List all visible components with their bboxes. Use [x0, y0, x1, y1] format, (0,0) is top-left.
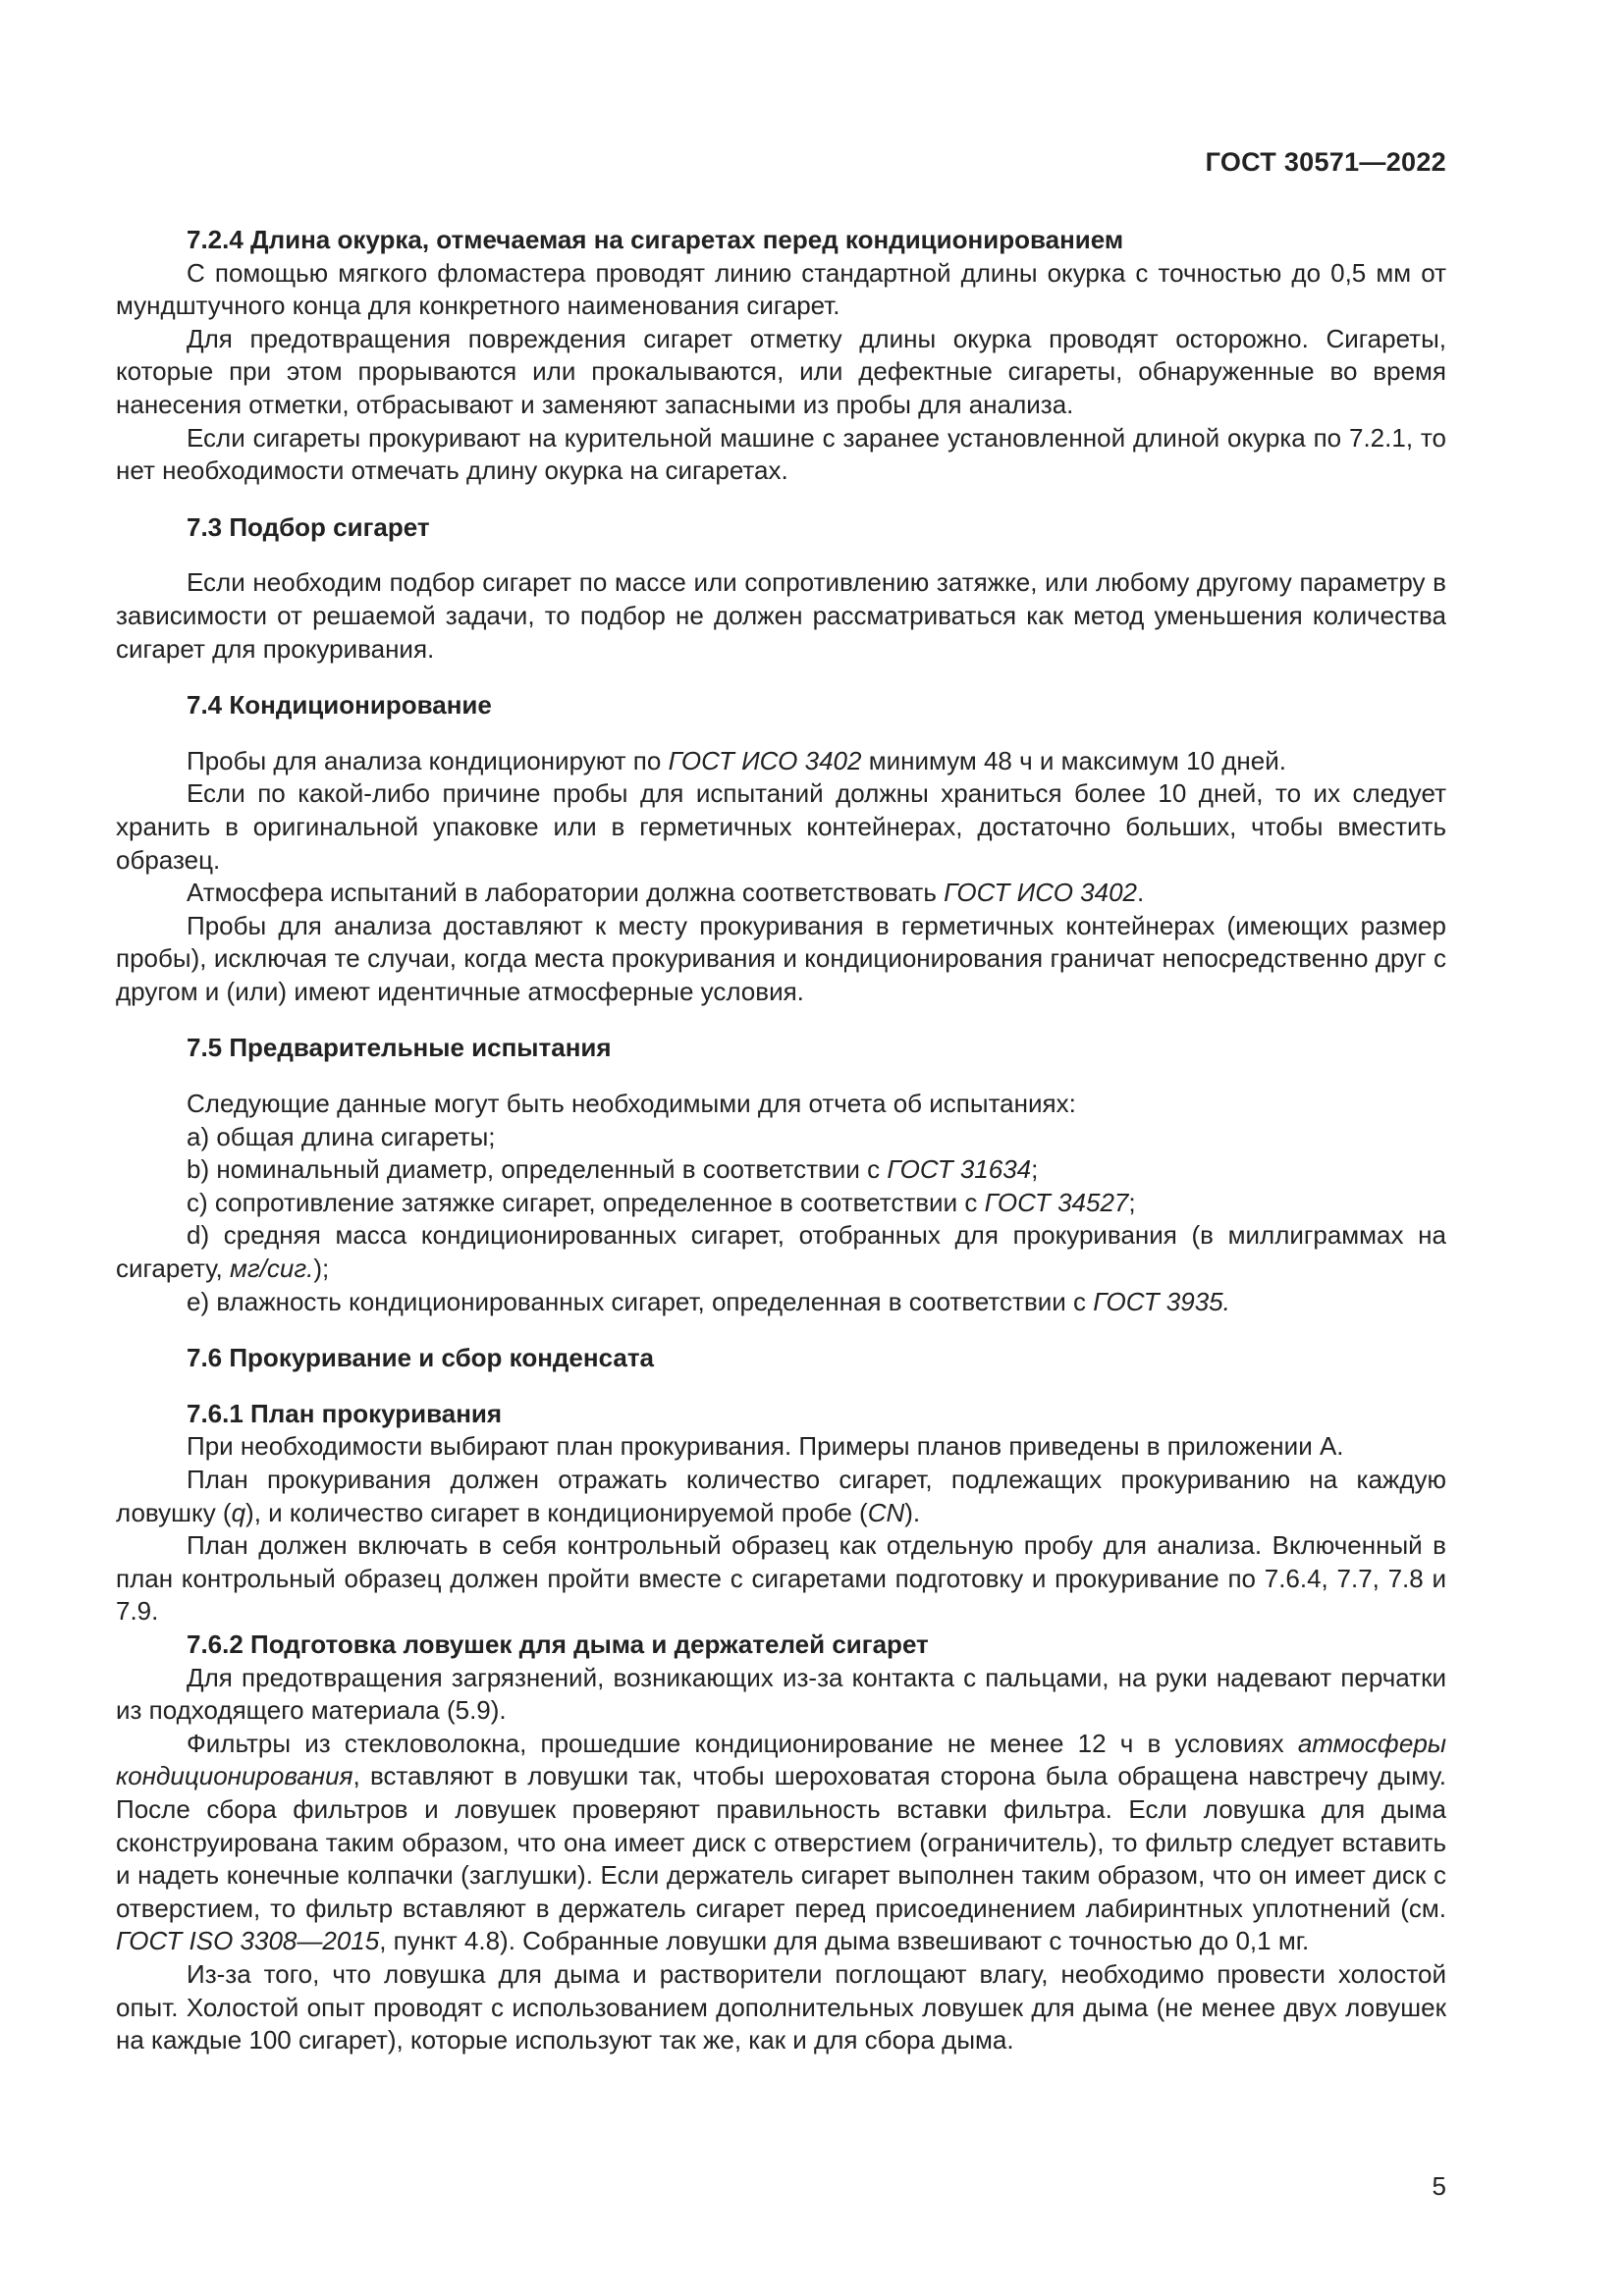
standard-reference: ГОСТ 34527 [984, 1187, 1129, 1217]
section-7-6-2-paragraph-3: Из-за того, что ловушка для дыма и растворители поглощают влагу, необходимо провести холостой опыт. Холостой опыт проводят с использованием дополнительных ловушек для дыма (не менее двух ловушек на каждые 100 сигарет), которые используют так же, как и для сбора дыма. [116, 1958, 1446, 2056]
list-item-c: c) сопротивление затяжке сигарет, определенное в соответствии с ГОСТ 34527; [187, 1187, 1136, 1217]
page-number: 5 [1432, 2171, 1446, 2201]
section-7-5-title: 7.5 Предварительные испытания [187, 1033, 612, 1063]
section-7-6-2-title: 7.6.2 Подготовка ловушек для дыма и держателей сигарет [187, 1629, 929, 1659]
section-7-4-paragraph-3: Атмосфера испытаний в лаборатории должна соответствовать ГОСТ ИСО 3402. [187, 878, 1145, 908]
section-7-2-4-paragraph-2: Для предотвращения повреждения сигарет отметку длины окурка проводят осторожно. Сигареты, которые при этом прорываются или прокалываются, или дефектные сигареты, обнаруженные во время нанесения отметки, отбрасывают и заменяют запасными из пробы для анализа. [116, 323, 1446, 419]
section-7-3-title: 7.3 Подбор сигарет [187, 511, 430, 542]
section-7-6-1-paragraph-1: При необходимости выбирают план прокуривания. Примеры планов приведены в приложении А. [187, 1431, 1344, 1462]
emphasis-term: атмосферы кондиционирования [116, 1728, 1446, 1791]
section-7-6-2-paragraph-1: Для предотвращения загрязнений, возникающих из-за контакта с пальцами, на руки надевают перчатки из подходящего материала (5.9). [116, 1662, 1446, 1726]
section-7-5-intro: Следующие данные могут быть необходимыми для отчета об испытаниях: [187, 1089, 1076, 1119]
unit-label: мг/сиг. [230, 1254, 314, 1284]
section-7-4-paragraph-4: Пробы для анализа доставляют к месту прокуривания в герметичных контейнерах (имеющих размер пробы), исключая те случаи, когда места прокуривания и кондиционирования граничат непосредственно друг с другом и (или) имеют идентичные атмосферные условия. [116, 910, 1446, 1006]
section-7-4-paragraph-1: Пробы для анализа кондиционируют по ГОСТ ИСО 3402 минимум 48 ч и максимум 10 дней. [187, 745, 1286, 775]
list-item-b: b) номинальный диаметр, определенный в соответствии с ГОСТ 31634; [187, 1154, 1039, 1185]
section-7-2-4-paragraph-1: С помощью мягкого фломастера проводят линию стандартной длины окурка с точностью до 0,5 мм от мундштучного конца для конкретного наименования сигарет. [116, 257, 1446, 321]
section-7-4-title: 7.4 Кондиционирование [187, 690, 492, 721]
standard-reference: ГОСТ ИСО 3402 [668, 745, 862, 775]
list-item-d: d) средняя масса кондиционированных сигарет, отобранных для прокуривания (в миллиграммах на сигарету, мг/сиг.); [116, 1220, 1446, 1284]
section-7-6-1-paragraph-2: План прокуривания должен отражать количество сигарет, подлежащих прокуриванию на каждую ловушку (q), и количество сигарет в кондиционируемой пробе (CN). [116, 1465, 1446, 1527]
section-7-2-4-paragraph-3: Если сигареты прокуривают на курительной машине с заранее установленной длиной окурка по 7.2.1, то нет необходимости отмечать длину окурка на сигаретах. [116, 422, 1446, 486]
section-7-2-4-title: 7.2.4 Длина окурка, отмечаемая на сигаретах перед кондиционированием [187, 225, 1124, 254]
section-7-6-1-paragraph-3: План должен включать в себя контрольный образец как отдельную пробу для анализа. Включенный в план контрольный образец должен пройти вместе с сигаретами подготовку и прокуривание по 7.6.4, 7.7, 7.8 и 7.9. [116, 1530, 1446, 1627]
document-code-header: ГОСТ 30571—2022 [1205, 147, 1446, 177]
symbol-cn: CN [867, 1497, 905, 1527]
list-item-a: а) общая длина сигареты; [187, 1121, 496, 1151]
standard-reference: ГОСТ ИСО 3402 [944, 878, 1138, 908]
standard-reference: ГОСТ ISO 3308—2015 [116, 1926, 380, 1956]
symbol-q: q [231, 1497, 246, 1527]
document-body [116, 224, 1446, 2057]
standard-reference: ГОСТ 31634 [887, 1154, 1032, 1185]
list-item-e: e) влажность кондиционированных сигарет, определенная в соответствии с ГОСТ 3935. [187, 1286, 1230, 1316]
section-7-6-1-title: 7.6.1 План прокуривания [187, 1398, 503, 1428]
section-7-6-2-paragraph-2: Фильтры из стекловолокна, прошедшие кондиционирование не менее 12 ч в условиях атмосферы кондиционирования, вставляют в ловушки так, чтобы шероховатая сторона была обращена навстречу дыму. После сбора фильтров и ловушек проверяют правильность вставки фильтра. Если ловушка для дыма сконструирована таким образом, что она имеет диск с отверстием (ограничитель), то фильтр следует вставить и надеть конечные колпачки (заглушки). Если держатель сигарет выполнен таким образом, что он имеет диск с отверстием, то фильтр вставляют в держатель сигарет перед присоединением лабиринтных уплотнений (см. ГОСТ ISO 3308—2015, пункт 4.8). Собранные ловушки для дыма взвешивают с точностью до 0,1 мг. [116, 1728, 1446, 1956]
standard-reference: ГОСТ 3935. [1093, 1286, 1230, 1316]
document-page [116, 0, 1446, 2296]
section-7-6-title: 7.6 Прокуривание и сбор конденсата [187, 1343, 655, 1373]
section-7-3-paragraph-1: Если необходим подбор сигарет по массе или сопротивлению затяжке, или любому другому параметру в зависимости от решаемой задачи, то подбор не должен рассматриваться как метод уменьшения количества сигарет для прокуривания. [116, 567, 1446, 664]
section-7-4-paragraph-2: Если по какой-либо причине пробы для испытаний должны храниться более 10 дней, то их следует хранить в оригинальной упаковке или в герметичных контейнерах, достаточно больших, чтобы вместить образец. [116, 778, 1446, 875]
